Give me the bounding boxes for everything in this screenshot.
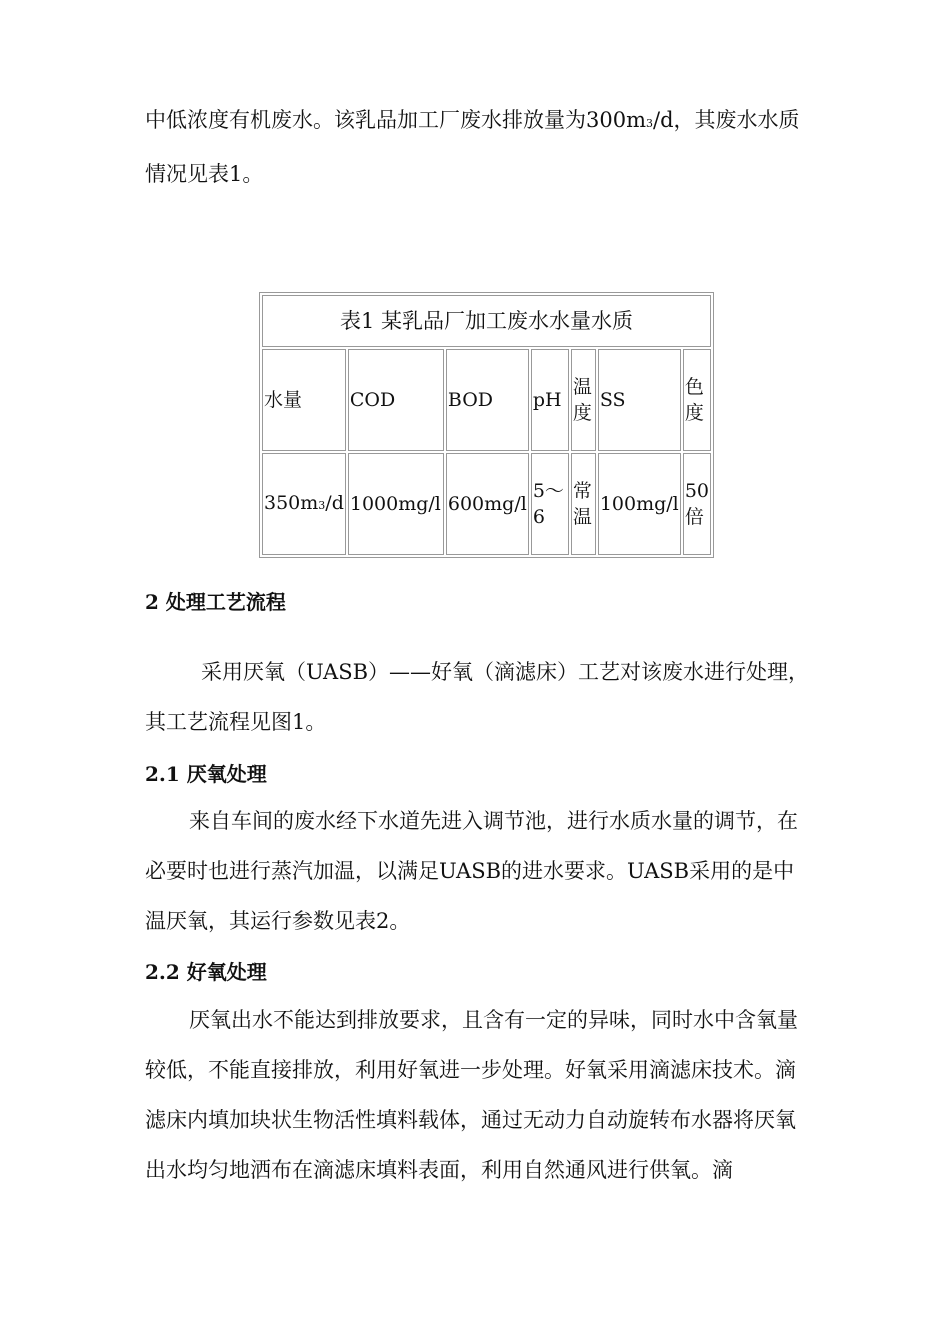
header-color: 色度 <box>683 349 711 451</box>
value-ss: 100mg/l <box>598 453 681 555</box>
intro-unit-exponent: 3 <box>646 117 653 130</box>
value-flow: 350m3/d <box>262 453 346 555</box>
table-value-row <box>262 453 711 555</box>
value-bod: 600mg/l <box>446 453 529 555</box>
header-ph: pH <box>531 349 569 451</box>
section-2-paragraph: 采用厌氧（UASB）——好氧（滴滤床）工艺对该废水进行处理，其工艺流程见图1。 <box>145 660 810 734</box>
header-cod: COD <box>348 349 444 451</box>
intro-text-a: 中低浓度有机废水。该乳品加工厂废水排放量为300m <box>145 108 646 132</box>
section-2-1-paragraph: 来自车间的废水经下水道先进入调节池，进行水质水量的调节，在必要时也进行蒸汽加温，以满足UASB的进水要求。UASB采用的是中温厌氧，其运行参数见表2。 <box>145 809 798 933</box>
water-quality-table <box>259 292 714 558</box>
value-cod: 1000mg/l <box>348 453 444 555</box>
section-2-heading: 2 处理工艺流程 <box>145 590 286 614</box>
section-2-2-heading: 2.2 好氧处理 <box>145 960 267 984</box>
intro-text-b: /d，其废水水质情况见表1。 <box>145 108 800 186</box>
section-2-1-heading: 2.1 厌氧处理 <box>145 762 267 786</box>
intro-paragraph <box>145 95 810 199</box>
header-temperature: 温度 <box>571 349 596 451</box>
section-2-2-paragraph: 厌氧出水不能达到排放要求，且含有一定的异味，同时水中含氧量较低，不能直接排放，利用好氧进一步处理。好氧采用滴滤床技术。滴滤床内填加块状生物活性填料载体，通过无动力自动旋转布水器将厌氧出水均匀地洒布在滴滤床填料表面，利用自然通风进行供氧。滴 <box>145 1008 798 1182</box>
header-flow: 水量 <box>262 349 346 451</box>
table-header-row <box>262 349 711 451</box>
value-ph: 5～6 <box>531 453 569 555</box>
table-caption: 表1 某乳品厂加工废水水量水质 <box>262 295 711 347</box>
header-bod: BOD <box>446 349 529 451</box>
value-color: 50倍 <box>683 453 711 555</box>
value-temperature: 常温 <box>571 453 596 555</box>
header-ss: SS <box>598 349 681 451</box>
